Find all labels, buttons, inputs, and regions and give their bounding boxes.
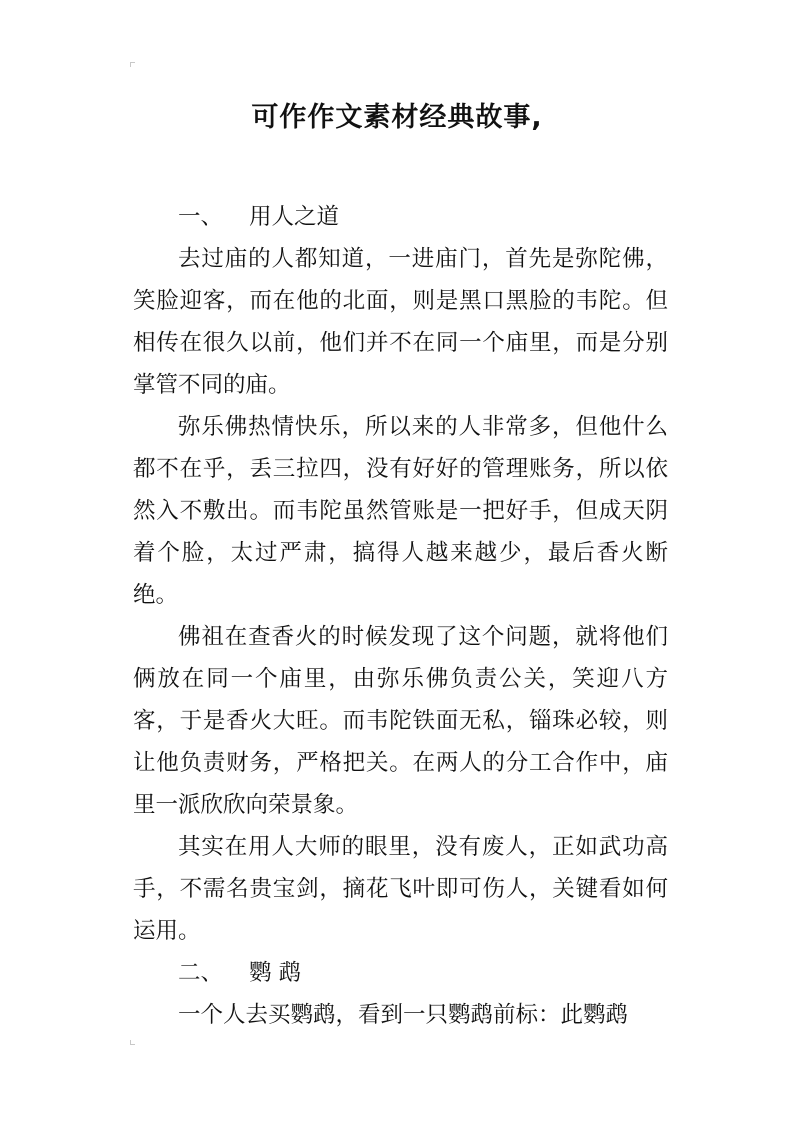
crop-mark-top-left [130, 62, 135, 67]
paragraph: 去过庙的人都知道，一进庙门，首先是弥陀佛，笑脸迎客，而在他的北面，则是黑口黑脸的韦陀。但相传在很久以前，他们并不在同一个庙里，而是分别掌管不同的庙。 [133, 246, 668, 398]
crop-mark-bottom-left [130, 1040, 135, 1045]
section-heading-1 [133, 196, 668, 238]
document-title: 可作作文素材经典故事, [251, 102, 543, 133]
section-number-1: 一、 [178, 204, 224, 230]
section-title-2: 鹦 鹉 [249, 960, 302, 986]
document-body [133, 196, 668, 1036]
section-number-2: 二、 [178, 960, 224, 986]
paragraph: 一个人去买鹦鹉，看到一只鹦鹉前标：此鹦鹉 [178, 1002, 629, 1028]
paragraph: 其实在用人大师的眼里，没有废人，正如武功高手，不需名贵宝剑，摘花飞叶即可伤人，关键看如何运用。 [133, 834, 668, 944]
section-heading-2 [133, 952, 668, 994]
paragraph: 弥乐佛热情快乐，所以来的人非常多，但他什么都不在乎，丢三拉四，没有好好的管理账务，所以依然入不敷出。而韦陀虽然管账是一把好手，但成天阴着个脸，太过严肃，搞得人越来越少，最后香火断绝。 [133, 414, 668, 608]
section-title-1: 用人之道 [249, 204, 340, 230]
paragraph: 佛祖在查香火的时候发现了这个问题，就将他们俩放在同一个庙里，由弥乐佛负责公关，笑迎八方客，于是香火大旺。而韦陀铁面无私，锱珠必较，则让他负责财务，严格把关。在两人的分工合作中，庙里一派欣欣向荣景象。 [133, 624, 668, 818]
